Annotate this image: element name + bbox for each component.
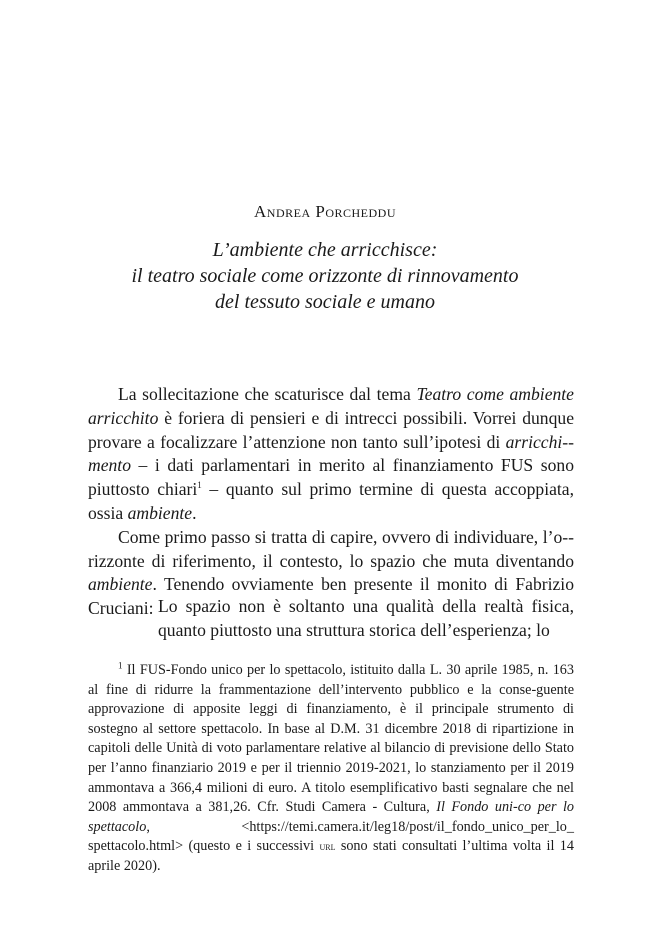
paragraph-1-text-e: . bbox=[192, 502, 197, 523]
block-quote: Lo spazio non è soltanto una qualità della realtà fisica, quanto piuttosto una struttura storica dell’esperienza; lo bbox=[158, 596, 574, 640]
paragraph-1-text-d: – quanto sul primo termine di questa accoppiata, ossia bbox=[88, 479, 574, 523]
paragraph-2-italic-a: ambiente bbox=[88, 574, 153, 595]
footnote-text-b: , <https://temi.camera.it/leg18/post/il_fondo_unico_per_lo_ spettacolo.html> (questo e i successivi bbox=[88, 818, 574, 855]
title-line-3: del tessuto sociale e umano bbox=[215, 291, 435, 313]
paragraph-1-italic-a: Teatro come ambiente arricchito bbox=[88, 384, 574, 428]
paragraph-2-text-b: . Tenendo ovviamente ben presente il monito di Fabrizio Cruciani: bbox=[88, 574, 574, 619]
paragraph-1 bbox=[88, 383, 574, 526]
paragraph-2-text-a: Come primo passo si tratta di capire, ovvero di individuare, l’o-rizzonte di riferimento, il contesto, lo spazio che muta diventando bbox=[88, 526, 574, 571]
footnote-text-a: Il FUS-Fondo unico per lo spettacolo, istituito dalla L. 30 aprile 1985, n. 163 al fine di ridurre la frammentazione dell’intervento pubblico e la conse-guente approvazione di apposite leggi di finanziamento, è il principale strumento di sostegno al settore spettacolo. In base al D.M. 31 dicembre 2018 di ripartizione in capitoli delle Unità di voto parlamentare relative al bilancio di previsione dello Stato per l’anno finanziario 2019 e per il triennio 2019-2021, lo stanziamento per il 2019 ammontava a 366,4 milioni di euro. A titolo esemplificativo basti segnalare che nel 2008 ammontava a 381,26. Cfr. Studi Camera - Cultura, bbox=[88, 662, 574, 816]
paragraph-1-italic-d: ambiente bbox=[127, 502, 193, 523]
chapter-author: Andrea Porcheddu bbox=[254, 202, 396, 221]
paragraph-1-text-b: è foriera di pensieri e di intrecci possibili. Vorrei dunque provare a focalizzare l’attenzione non tanto sull’ipotesi di bbox=[88, 407, 574, 452]
footnote-1 bbox=[88, 661, 574, 877]
footnote-number: 1 bbox=[118, 660, 123, 671]
paragraph-1-text-c: – i dati parlamentari in merito al finanziamento FUS sono piuttosto chiari bbox=[88, 455, 574, 500]
footnote-reference[interactable]: 1 bbox=[197, 480, 202, 491]
footnote-smallcaps-url: url bbox=[319, 839, 336, 854]
body-text bbox=[88, 383, 574, 621]
footnote bbox=[88, 661, 574, 877]
footnote-italic-a: Il Fondo uni-co per lo spettacolo bbox=[88, 799, 574, 835]
chapter-title bbox=[0, 237, 650, 315]
title-line-1: L’ambiente che arricchisce: bbox=[212, 239, 438, 261]
title-line-2: il teatro sociale come orizzonte di rinnovamento bbox=[131, 265, 519, 287]
paragraph-1-text-a: La sollecitazione che scaturisce dal tema bbox=[118, 384, 417, 404]
footnote-text-c: sono stati consultati l’ultima volta il 14 aprile 2020). bbox=[88, 838, 574, 874]
paragraph-1-italic-b: arricchi-mento bbox=[88, 431, 574, 476]
